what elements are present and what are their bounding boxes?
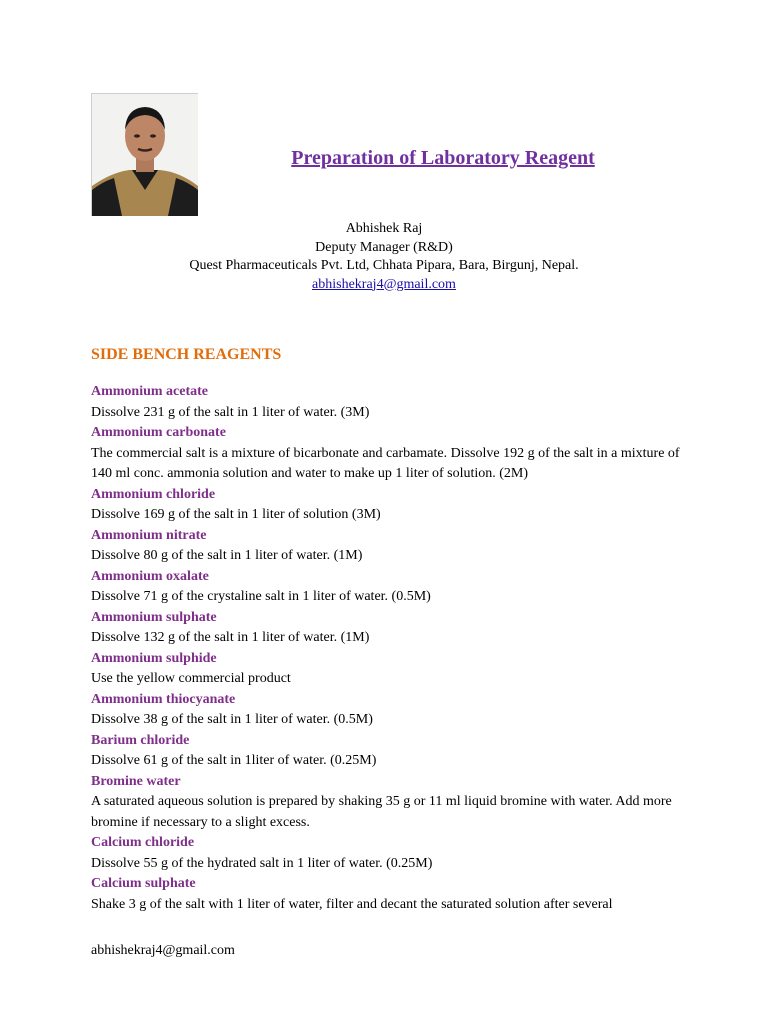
reagent-name: Ammonium nitrate [91,527,207,543]
reagent-name: Ammonium sulphide [91,650,217,666]
document-title: Preparation of Laboratory Reagent [291,147,595,169]
author-role: Deputy Manager (R&D) [315,239,453,255]
reagent-instruction: Shake 3 g of the salt with 1 liter of water, filter and decant the saturated solution after several [91,896,613,912]
reagent-name: Calcium sulphate [91,876,196,891]
section-heading: SIDE BENCH REAGENTS [91,346,282,363]
reagent-name: Ammonium carbonate [91,425,226,440]
reagent-instruction: Dissolve 61 g of the salt in 1liter of water. (0.25M) [91,753,377,768]
reagent-name: Ammonium chloride [91,486,216,502]
reagent-name: Ammonium oxalate [91,568,209,584]
reagent-name: Bromine water [91,773,181,789]
author-photo [91,93,198,216]
author-email-link[interactable]: abhishekraj4@gmail.com [312,276,456,292]
reagent-name: Ammonium acetate [91,384,209,399]
reagent-list [91,382,681,915]
reagent-instruction: Dissolve 38 g of the salt in 1 liter of water. (0.5M) [91,712,373,727]
reagent-instruction: Use the yellow commercial product [91,671,291,686]
reagent-instruction: Dissolve 169 g of the salt in 1 liter of solution (3M) [91,507,381,522]
reagent-name: Calcium chloride [91,835,195,850]
reagent-instruction: Dissolve 132 g of the salt in 1 liter of water. (1M) [91,630,370,645]
author-block [92,220,676,294]
reagent-name: Ammonium thiocyanate [91,691,236,707]
reagent-instruction: Dissolve 231 g of the salt in 1 liter of water. (3M) [91,404,370,420]
reagent-name: Barium chloride [91,732,190,748]
reagent-instruction: The commercial salt is a mixture of bicarbonate and carbamate. Dissolve 192 g of the salt in a mixture of 140 ml conc. ammonia solution and water to make up 1 liter of solution. (2M) [91,445,680,481]
reagent-instruction: A saturated aqueous solution is prepared by shaking 35 g or 11 ml liquid bromine with water. Add more bromine if necessary to a slight excess. [91,794,672,830]
footer-email: abhishekraj4@gmail.com [91,943,235,958]
reagent-name: Ammonium sulphate [91,609,217,625]
reagent-instruction: Dissolve 55 g of the hydrated salt in 1 liter of water. (0.25M) [91,855,433,871]
author-affiliation: Quest Pharmaceuticals Pvt. Ltd, Chhata Pipara, Bara, Birgunj, Nepal. [189,258,579,273]
author-name: Abhishek Raj [345,221,423,236]
reagent-instruction: Dissolve 80 g of the salt in 1 liter of water. (1M) [91,548,363,563]
reagent-instruction: Dissolve 71 g of the crystaline salt in 1 liter of water. (0.5M) [91,589,431,604]
